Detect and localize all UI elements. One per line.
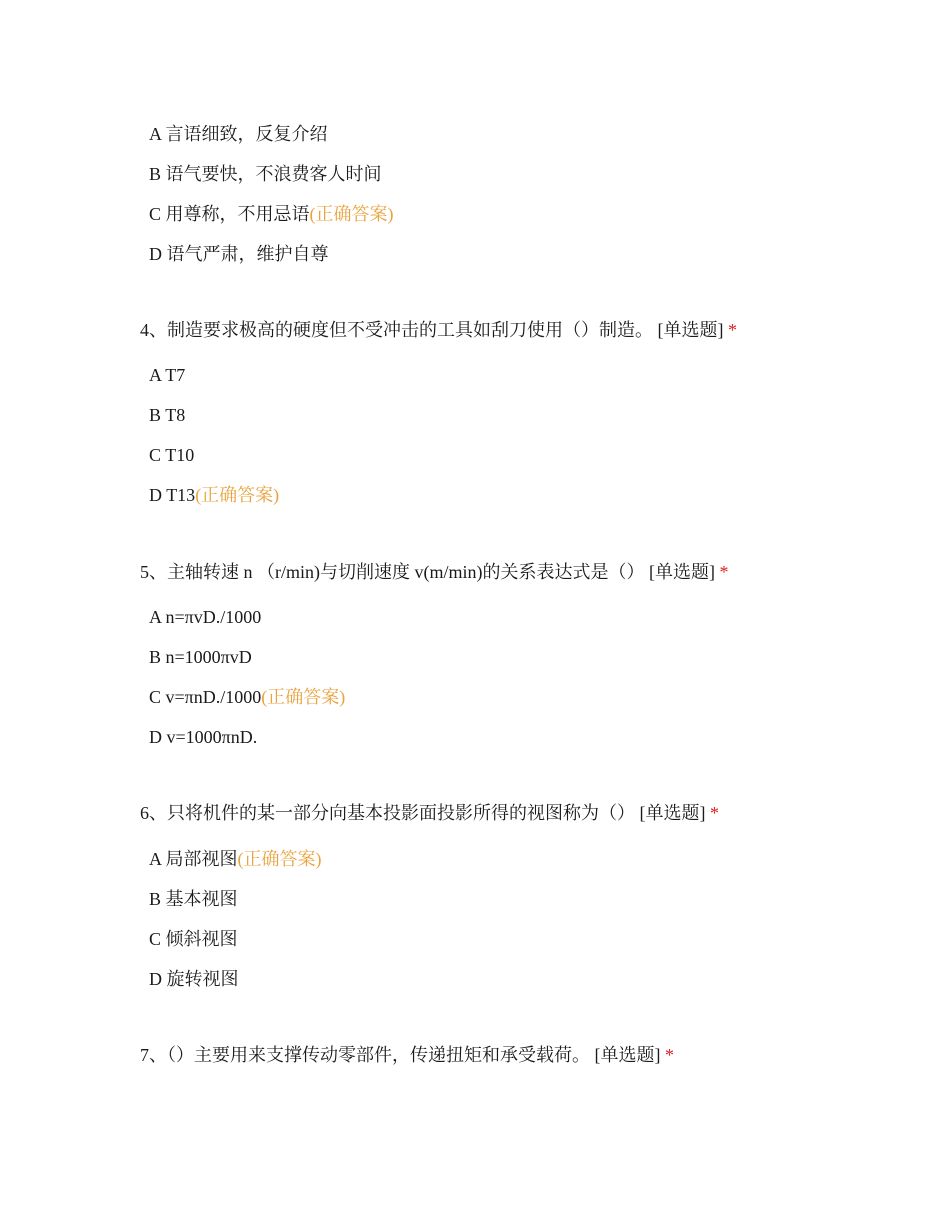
option-c[interactable]: [149, 686, 345, 708]
option-b[interactable]: [149, 163, 382, 185]
question-type: [单选题]: [657, 320, 724, 340]
question-text: 4、制造要求极高的硬度但不受冲击的工具如刮刀使用（）制造。: [140, 320, 653, 340]
option-b[interactable]: [149, 646, 252, 668]
question-type: [单选题]: [639, 803, 706, 823]
option-d[interactable]: [149, 243, 329, 265]
option-text: 语气严肃，维护自尊: [166, 244, 329, 264]
option-text: 局部视图: [165, 849, 238, 869]
option-text: T13: [166, 485, 196, 505]
option-a[interactable]: [149, 123, 328, 145]
option-text: 旋转视图: [166, 969, 239, 989]
option-text: n=1000πvD: [165, 647, 252, 667]
required-mark: *: [719, 562, 729, 582]
option-letter: A: [149, 607, 162, 627]
option-text: n=πvD./1000: [165, 607, 262, 627]
option-letter: B: [149, 647, 162, 667]
option-letter: D: [149, 969, 162, 989]
option-letter: B: [149, 889, 162, 909]
option-letter: A: [149, 365, 162, 385]
question-text: 5、主轴转速 n （r/min)与切削速度 v(m/min)的关系表达式是（）: [140, 562, 645, 582]
option-c[interactable]: [149, 928, 238, 950]
option-text: v=πnD./1000: [165, 687, 262, 707]
option-letter: B: [149, 405, 162, 425]
option-a[interactable]: [149, 364, 185, 386]
correct-answer-tag: (正确答案): [309, 204, 394, 224]
question-type: [单选题]: [594, 1045, 661, 1065]
option-text: T8: [165, 405, 186, 425]
option-text: 用尊称，不用忌语: [165, 204, 310, 224]
option-letter: D: [149, 485, 162, 505]
option-letter: C: [149, 929, 162, 949]
required-mark: *: [728, 320, 737, 340]
option-letter: D: [149, 727, 162, 747]
option-letter: C: [149, 687, 162, 707]
question-title: [140, 802, 719, 824]
required-mark: *: [710, 803, 719, 823]
option-text: 基本视图: [165, 889, 238, 909]
correct-answer-tag: (正确答案): [261, 687, 346, 707]
option-text: 语气要快，不浪费客人时间: [165, 164, 382, 184]
option-text: T10: [165, 445, 195, 465]
option-letter: A: [149, 124, 162, 144]
option-letter: D: [149, 244, 162, 264]
option-c[interactable]: [149, 444, 194, 466]
option-d[interactable]: [149, 726, 257, 748]
question-title: [140, 561, 728, 583]
option-b[interactable]: [149, 404, 185, 426]
option-d[interactable]: [149, 968, 239, 990]
option-letter: B: [149, 164, 162, 184]
option-a[interactable]: [149, 606, 261, 628]
question-type: [单选题]: [648, 562, 715, 582]
option-text: v=1000πnD.: [166, 727, 258, 747]
option-text: 倾斜视图: [165, 929, 238, 949]
option-letter: C: [149, 204, 162, 224]
option-text: 言语细致，反复介绍: [165, 124, 328, 144]
question-text: 6、只将机件的某一部分向基本投影面投影所得的视图称为（）: [140, 803, 635, 823]
option-d[interactable]: [149, 484, 279, 506]
option-letter: C: [149, 445, 162, 465]
option-letter: A: [149, 849, 162, 869]
correct-answer-tag: (正确答案): [237, 849, 322, 869]
option-b[interactable]: [149, 888, 238, 910]
question-title: [140, 319, 737, 341]
option-a[interactable]: [149, 848, 322, 870]
question-title: [140, 1044, 674, 1066]
option-text: T7: [165, 365, 186, 385]
option-c[interactable]: [149, 203, 394, 225]
question-text: 7、（）主要用来支撑传动零部件，传递扭矩和承受载荷。: [140, 1045, 590, 1065]
required-mark: *: [665, 1045, 674, 1065]
correct-answer-tag: (正确答案): [195, 485, 280, 505]
